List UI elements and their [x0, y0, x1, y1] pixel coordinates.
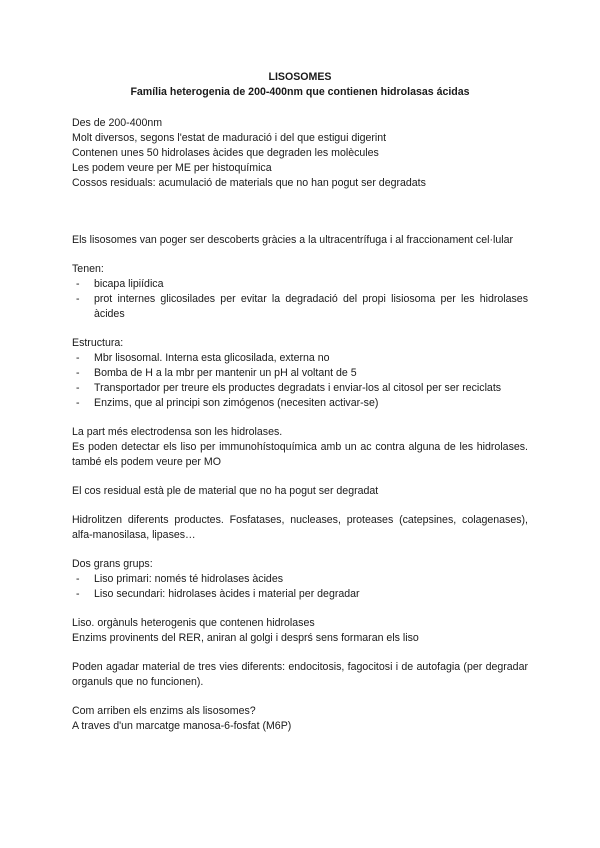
intro-line: Cossos residuals: acumulació de materials que no han pogut ser degradats — [72, 177, 426, 189]
electrodensa-line: La part més electrodensa son les hidrolases. — [72, 426, 283, 438]
grups-heading: Dos grans grups: — [72, 558, 153, 570]
intro-line: Contenen unes 50 hidrolases àcides que degraden les molècules — [72, 147, 379, 159]
tenen-section — [72, 262, 528, 322]
intro-line: Des de 200-400nm — [72, 117, 163, 129]
agadar-paragraph: Poden agadar material de tres vies diferents: endocitosis, fagocitosi i de autofagia (per degradar organuls que no funcionen). — [72, 661, 528, 688]
list-item: - Liso secundari: hidrolases àcides i material per degradar — [76, 588, 360, 600]
hidrolitzen-paragraph: Hidrolitzen diferents productes. Fosfatases, nucleases, proteases (catepsines, colagenases), alfa-manosilasa, lipases… — [72, 514, 528, 541]
list-item: - bicapa lipiídica — [76, 278, 164, 290]
enzims-line: Enzims provinents del RER, aniran al golgi i desprś sens formaran els liso — [72, 632, 419, 644]
dash-bullet: - — [76, 573, 80, 585]
intro-line: Molt diversos, segons l'estat de maduració i del que estigui digerint — [72, 132, 387, 144]
dash-bullet: - — [76, 367, 80, 379]
cos-residual-paragraph: El cos residual està ple de material que no ha pogut ser degradat — [72, 485, 379, 497]
dash-bullet: - — [76, 588, 80, 600]
grups-list — [72, 572, 528, 602]
estructura-list — [72, 351, 528, 411]
question-line: Com arriben els enzims als lisosomes? — [72, 705, 256, 717]
tenen-list — [72, 277, 528, 322]
question-block — [72, 704, 528, 734]
intro-line: Les podem veure per ME per histoquímica — [72, 162, 272, 174]
estructura-heading: Estructura: — [72, 337, 124, 349]
organuls-line: Liso. orgànuls heterogenis que contenen hidrolases — [72, 617, 315, 629]
list-item: - Mbr lisosomal. Interna esta glicosilada, externa no — [76, 352, 330, 364]
list-item: - Enzims, que al principi son zimógenos (necesiten activar-se) — [76, 397, 379, 409]
discovery-paragraph: Els lisosomes van poger ser descoberts gràcies a la ultracentrífuga i al fraccionament cel·lular — [72, 234, 514, 246]
origin-block — [72, 616, 528, 646]
dash-bullet: - — [76, 397, 80, 409]
grups-section — [72, 557, 528, 602]
dash-bullet: - — [76, 352, 80, 364]
tenen-heading: Tenen: — [72, 263, 104, 275]
document-page — [72, 70, 528, 748]
list-item: - Liso primari: només té hidrolases àcides — [76, 573, 284, 585]
document-subtitle: Família heterogenia de 200-400nm que contienen hidrolasas ácidas — [130, 86, 470, 98]
answer-line: A traves d'un marcatge manosa-6-fosfat (M6P) — [72, 720, 292, 732]
dash-bullet: - — [76, 278, 80, 290]
dash-bullet: - — [76, 293, 80, 305]
list-item: - prot internes glicosilades per evitar la degradació del propi lisiosoma per les hidrolases àcides — [76, 293, 528, 320]
document-title: LISOSOMES — [268, 71, 332, 83]
detectar-paragraph: Es poden detectar els liso per immunohístoquímica amb un ac contra alguna de les hidrolases. també els podem veure per MO — [72, 441, 528, 468]
list-item: - Transportador per treure els productes degradats i enviar-los al citosol per ser reciclats — [76, 382, 502, 394]
dash-bullet: - — [76, 382, 80, 394]
list-item: - Bomba de H a la mbr per mantenir un pH al voltant de 5 — [76, 367, 357, 379]
intro-block — [72, 116, 528, 191]
detection-block — [72, 425, 528, 470]
estructura-section — [72, 336, 528, 411]
